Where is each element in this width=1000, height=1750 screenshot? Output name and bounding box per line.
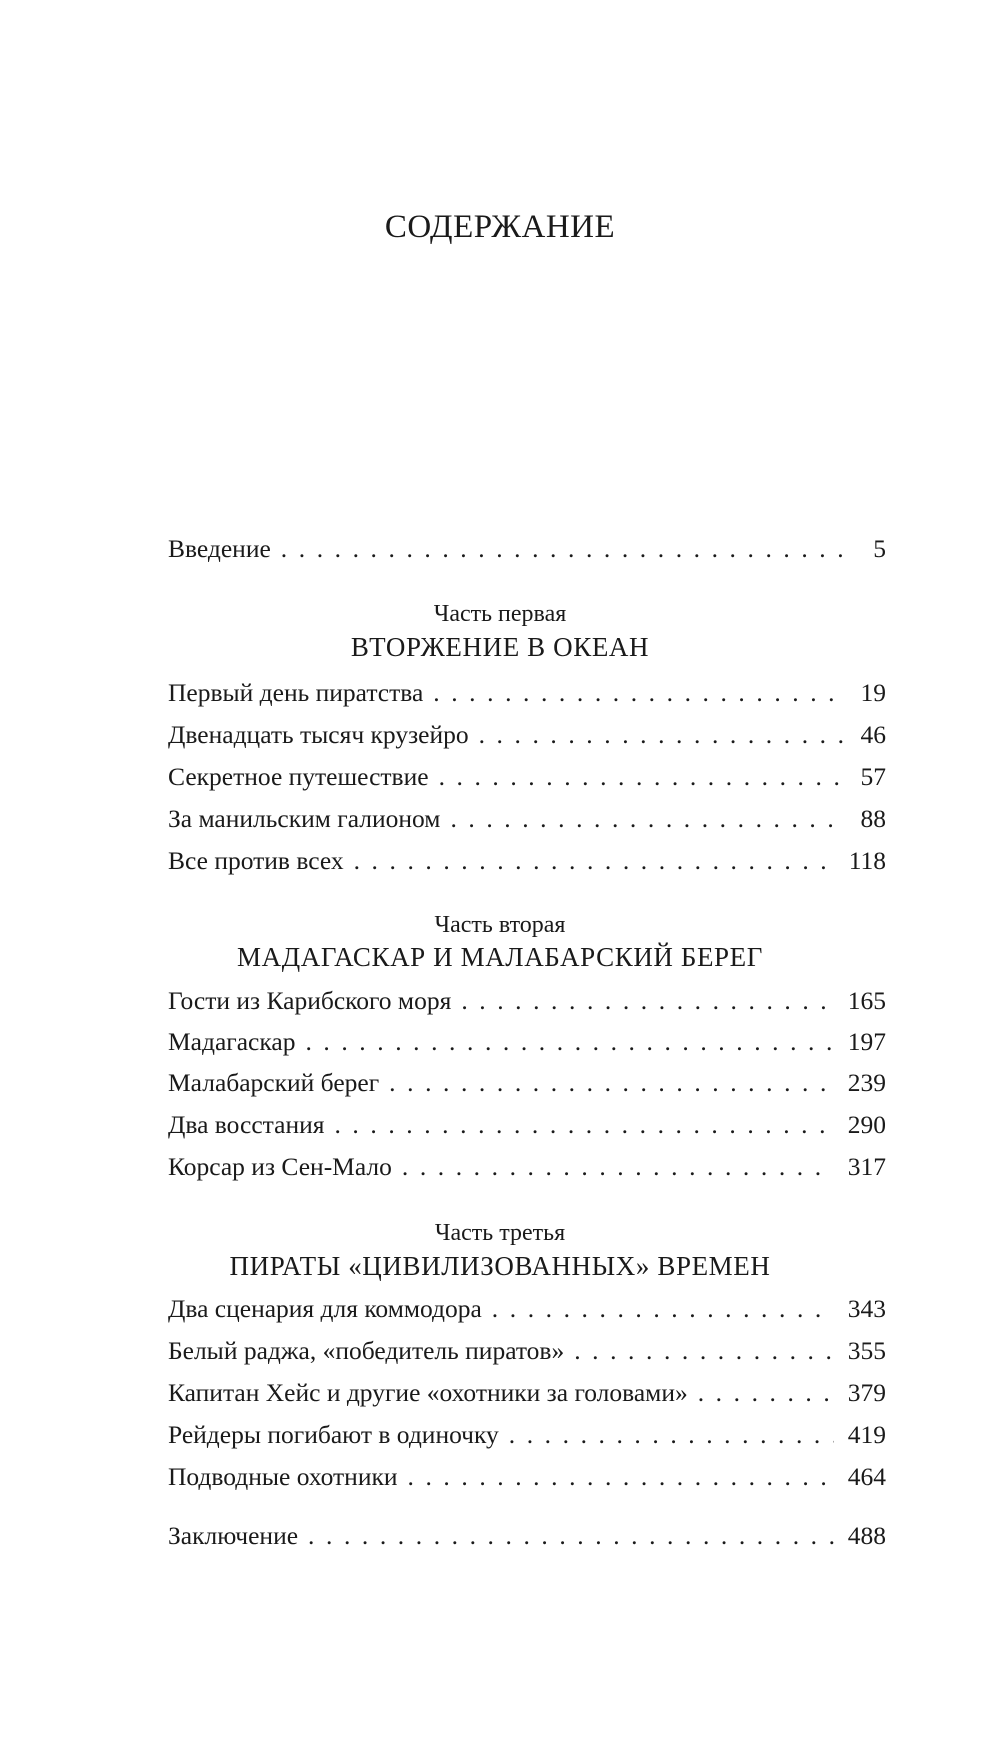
dot-leader	[354, 844, 835, 878]
entry-title: Два восстания	[168, 1110, 325, 1139]
dot-leader	[433, 676, 846, 710]
part-title: МАДАГАСКАР И МАЛАБАРСКИЙ БЕРЕГ	[237, 942, 763, 972]
entry-page-number: 57	[860, 762, 886, 791]
entry-title: Введение	[168, 534, 271, 563]
dot-leader	[509, 1418, 834, 1452]
toc-entry[interactable]	[168, 1460, 886, 1494]
entry-title: Подводные охотники	[168, 1462, 398, 1491]
entry-title: Заключение	[168, 1521, 299, 1550]
toc-entry[interactable]	[168, 1150, 886, 1184]
entry-page-number: 317	[847, 1152, 886, 1181]
entry-title: Корсар из Сен-Мало	[168, 1152, 392, 1181]
entry-page-number: 46	[860, 720, 886, 749]
dot-leader	[402, 1150, 834, 1184]
entry-page-number: 355	[847, 1336, 886, 1365]
entry-title: Капитан Хейс и другие «охотники за головами»	[168, 1378, 688, 1407]
dot-leader	[698, 1376, 834, 1410]
entry-page-number: 165	[847, 986, 886, 1015]
toc-entry[interactable]	[168, 1066, 886, 1100]
toc-entry[interactable]	[168, 718, 886, 752]
toc-entry[interactable]	[168, 1334, 886, 1368]
entry-title: Рейдеры погибают в одиночку	[168, 1420, 499, 1449]
toc-entry[interactable]	[168, 1418, 886, 1452]
entry-page-number: 239	[847, 1068, 886, 1097]
entry-page-number: 19	[860, 678, 886, 707]
entry-title: Двенадцать тысяч крузейро	[168, 720, 469, 749]
entry-title: Секретное путешествие	[168, 762, 429, 791]
page-title: СОДЕРЖАНИЕ	[384, 209, 616, 245]
entry-page-number: 419	[847, 1420, 886, 1449]
entry-page-number: 197	[847, 1027, 886, 1056]
toc-entry[interactable]	[168, 984, 886, 1018]
dot-leader	[450, 802, 846, 836]
toc-entry[interactable]	[168, 1025, 886, 1059]
part-title: ВТОРЖЕНИЕ В ОКЕАН	[350, 632, 650, 662]
entry-page-number: 343	[847, 1294, 886, 1323]
entry-title: Два сценария для коммодора	[168, 1294, 482, 1323]
toc-entry[interactable]	[168, 1292, 886, 1326]
toc-entry[interactable]	[168, 676, 886, 710]
entry-title: Гости из Карибского моря	[168, 986, 452, 1015]
toc-entry-intro[interactable]	[168, 532, 886, 566]
entry-title: Первый день пиратства	[168, 678, 424, 707]
part-title: ПИРАТЫ «ЦИВИЛИЗОВАННЫХ» ВРЕМЕН	[229, 1251, 771, 1281]
toc-entry-conclusion[interactable]	[168, 1519, 886, 1553]
dot-leader	[461, 984, 833, 1018]
dot-leader	[479, 718, 847, 752]
entry-title: Мадагаскар	[168, 1027, 296, 1056]
toc-entry[interactable]	[168, 1376, 886, 1410]
dot-leader	[439, 760, 847, 794]
dot-leader	[334, 1108, 833, 1142]
entry-page-number: 488	[847, 1521, 886, 1550]
dot-leader	[305, 1025, 833, 1059]
toc-entry[interactable]	[168, 1108, 886, 1142]
toc-entry[interactable]	[168, 760, 886, 794]
entry-title: Малабарский берег	[168, 1068, 380, 1097]
entry-page-number: 88	[860, 804, 886, 833]
toc-entry[interactable]	[168, 844, 886, 878]
dot-leader	[308, 1519, 834, 1553]
dot-leader	[389, 1066, 834, 1100]
dot-leader	[408, 1460, 834, 1494]
entry-page-number: 379	[847, 1378, 886, 1407]
dot-leader	[574, 1334, 834, 1368]
entry-title: Все против всех	[168, 846, 344, 875]
entry-page-number: 464	[847, 1462, 886, 1491]
part-label: Часть третья	[434, 1220, 566, 1246]
entry-page-number: 290	[847, 1110, 886, 1139]
dot-leader	[281, 532, 852, 566]
part-label: Часть вторая	[434, 912, 566, 938]
entry-page-number: 118	[848, 846, 886, 875]
toc-entry[interactable]	[168, 802, 886, 836]
entry-title: За манильским галионом	[168, 804, 441, 833]
entry-page-number: 5	[873, 534, 886, 563]
part-label: Часть первая	[433, 601, 567, 627]
dot-leader	[492, 1292, 834, 1326]
entry-title: Белый раджа, «победитель пиратов»	[168, 1336, 565, 1365]
